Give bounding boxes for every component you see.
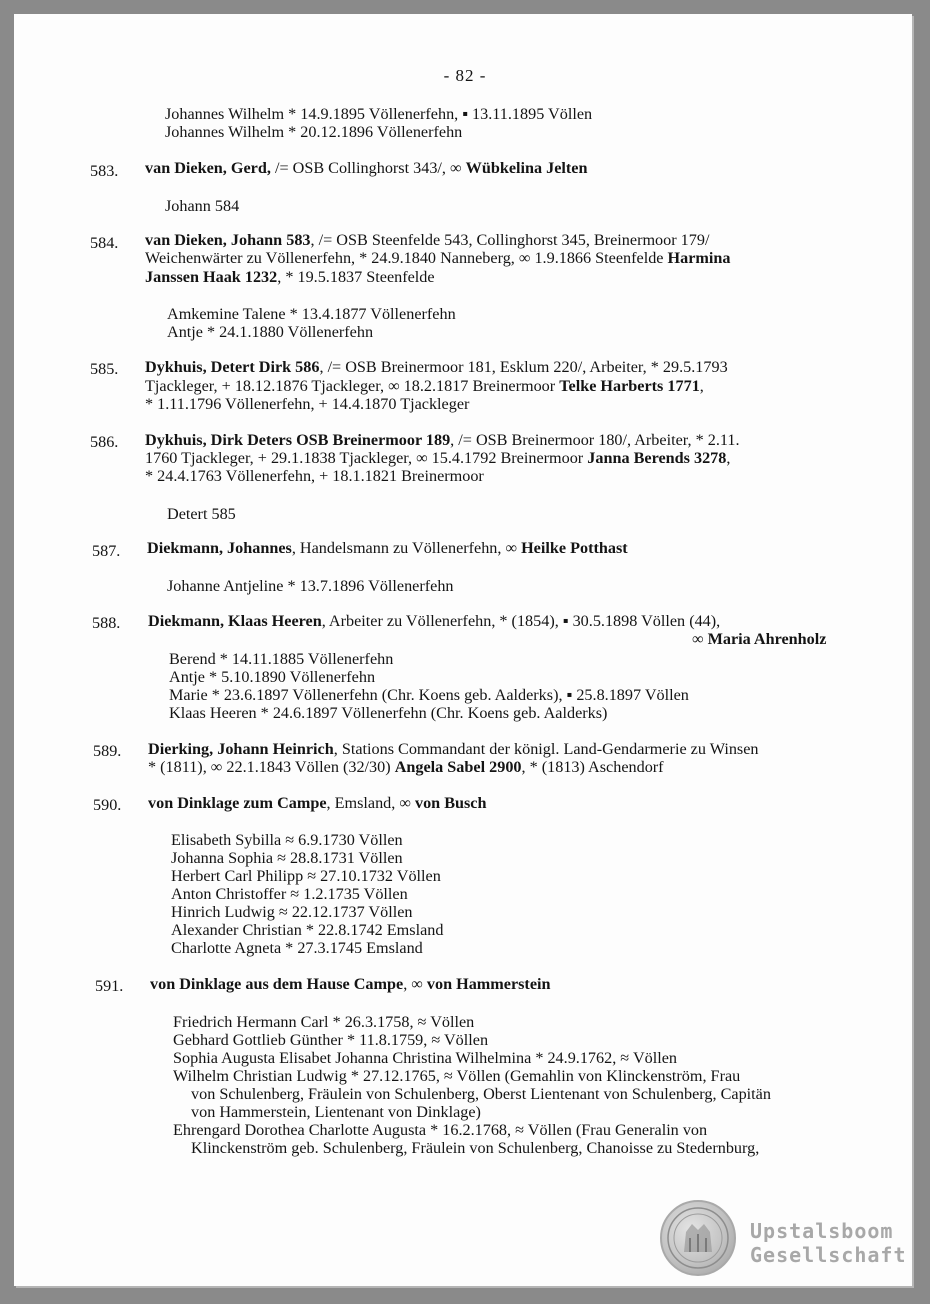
entry-heading [150,975,551,993]
entry-heading [145,159,588,177]
spouse-name: Wübkelina Jelten [465,159,588,177]
child-line: Marie * 23.6.1897 Völlenerfehn (Chr. Koens geb. Aalderks), ▪ 25.8.1897 Völlen [169,686,689,704]
entry-text-line: * (1811), ∞ 22.1.1843 Völlen (32/30) Angela Sabel 2900, * (1813) Aschendorf [148,758,664,776]
child-line: Klaas Heeren * 24.6.1897 Völlenerfehn (Chr. Koens geb. Aalderks) [169,704,608,722]
entry-name: van Dieken, Gerd, [145,159,271,177]
entry-text-line [145,249,730,267]
page-number: - 82 - [443,66,487,85]
entry-text: 1760 Tjackleger, + 29.1.1838 Tjackleger, ∞ 15.4.1792 Breinermoor [145,449,588,467]
child-line: Johanne Antjeline * 13.7.1896 Völlenerfehn [167,577,454,595]
child-line: Alexander Christian * 22.8.1742 Emsland [171,921,444,939]
entry-number: 587. [92,542,121,560]
child-line: Anton Christoffer ≈ 1.2.1735 Völlen [171,885,408,903]
spouse-name: Heilke Potthast [521,539,628,557]
entry-text: , /= OSB Breinermoor 180/, Arbeiter, * 2.11. [450,431,740,449]
entry-text: /= OSB Collinghorst 343/, ∞ [270,159,466,177]
entry-text-line: * 1.11.1796 Völlenerfehn, + 14.4.1870 Tjackleger [145,395,470,413]
entry-name: van Dieken, Johann 583 [145,231,311,249]
entry-text: , Stations Commandant der königl. Land-Gendarmerie zu Winsen [333,740,759,758]
entry-number: 589. [93,742,122,760]
child-line: Sophia Augusta Elisabet Johanna Christina Wilhelmina * 24.9.1762, ≈ Völlen [173,1049,678,1067]
child-line: Klinckenström geb. Schulenberg, Fräulein von Schulenberg, Chanoisse zu Stedernburg, [191,1139,760,1157]
entry-heading [148,612,720,630]
entry-heading [145,231,709,249]
entry-number: 585. [90,360,119,378]
entry-number: 583. [90,162,119,180]
entry-text: , ∞ [403,975,427,993]
child-line: Hinrich Ludwig ≈ 22.12.1737 Völlen [171,903,413,921]
spouse-name: Angela Sabel 2900 [394,758,522,776]
entry-text: , Emsland, ∞ [326,794,415,812]
entry-name: Dykhuis, Dirk Deters OSB Breinermoor 189 [145,431,451,449]
society-seal-icon [660,1200,736,1276]
child-line: von Schulenberg, Fräulein von Schulenberg, Oberst Lientenant von Schulenberg, Capitän [191,1085,771,1103]
brand-line-1: Upstalsboom [750,1219,894,1243]
entry-text: , Arbeiter zu Völlenerfehn, * (1854), ▪ 30.5.1898 Völlen (44), [321,612,721,630]
child-line: Johannes Wilhelm * 20.12.1896 Völlenerfehn [165,123,463,141]
spouse-name: Telke Harberts 1771 [559,377,700,395]
entry-text: , * 19.5.1837 Steenfelde [277,268,435,286]
entry-name: Diekmann, Klaas Heeren [148,612,322,630]
entry-number: 584. [90,234,119,252]
entry-text-line: * 24.4.1763 Völlenerfehn, + 18.1.1821 Breinermoor [145,467,484,485]
entry-text-line: 1760 Tjackleger, + 29.1.1838 Tjackleger, ∞ 15.4.1792 Breinermoor Janna Berends 3278, [145,449,731,467]
entry-number: 591. [95,977,124,995]
spouse-name: von Busch [414,794,487,812]
child-line: Johann 584 [165,197,240,215]
entry-text: Tjackleger, + 18.12.1876 Tjackleger, ∞ 18.2.1817 Breinermoor [145,377,560,395]
entry-number: 586. [90,433,119,451]
entry-name: Dykhuis, Detert Dirk 586 [145,358,320,376]
entry-name: von Dinklage zum Campe [148,794,327,812]
child-line: Johannes Wilhelm * 14.9.1895 Völlenerfehn, ▪ 13.11.1895 Völlen [165,105,593,123]
entry-name: Dierking, Johann Heinrich [148,740,334,758]
child-line: Antje * 5.10.1890 Völlenerfehn [169,668,376,686]
entry-heading [148,794,487,812]
child-line: Amkemine Talene * 13.4.1877 Völlenerfehn [167,305,456,323]
entry-heading [145,358,728,376]
spouse-name: Janssen Haak 1232 [145,268,278,286]
child-line: Berend * 14.11.1885 Völlenerfehn [169,650,394,668]
child-line: Charlotte Agneta * 27.3.1745 Emsland [171,939,423,957]
brand-line-2: Gesellschaft [750,1243,907,1267]
child-line: Friedrich Hermann Carl * 26.3.1758, ≈ Völlen [173,1013,475,1031]
child-line: Herbert Carl Philipp ≈ 27.10.1732 Völlen [171,867,441,885]
entry-text-line: Tjackleger, + 18.12.1876 Tjackleger, ∞ 18.2.1817 Breinermoor Telke Harberts 1771, [145,377,704,395]
entry-heading [145,431,740,449]
entry-name: von Dinklage aus dem Hause Campe [150,975,404,993]
spouse-name: Janna Berends 3278 [587,449,727,467]
spouse-name: Maria Ahrenholz [707,630,827,648]
entry-text-line [145,268,435,286]
child-line: von Hammerstein, Lientenant von Dinklage) [191,1103,481,1121]
entry-text: , /= OSB Steenfelde 543, Collinghorst 345, Breinermoor 179/ [310,231,710,249]
entry-number: 588. [92,614,121,632]
child-line: Gebhard Gottlieb Günther * 11.8.1759, ≈ Völlen [173,1031,489,1049]
child-line: Antje * 24.1.1880 Völlenerfehn [167,323,374,341]
entry-name: Diekmann, Johannes [147,539,292,557]
entry-heading [148,740,759,758]
spouse-name: Harmina [667,249,731,267]
child-line: Johanna Sophia ≈ 28.8.1731 Völlen [171,849,403,867]
child-line: Ehrengard Dorothea Charlotte Augusta * 16.2.1768, ≈ Völlen (Frau Generalin von [173,1121,708,1139]
entry-number: 590. [93,796,122,814]
child-line: Elisabeth Sybilla ≈ 6.9.1730 Völlen [171,831,403,849]
entry-text: * (1811), ∞ 22.1.1843 Völlen (32/30) [148,758,395,776]
entry-text-line: ∞ Maria Ahrenholz [692,630,827,648]
entry-text: Weichenwärter zu Völlenerfehn, * 24.9.1840 Nanneberg, ∞ 1.9.1866 Steenfelde [145,249,668,267]
child-line: Detert 585 [167,505,236,523]
child-line: Wilhelm Christian Ludwig * 27.12.1765, ≈ Völlen (Gemahlin von Klinckenström, Frau [173,1067,741,1085]
spouse-name: von Hammerstein [426,975,551,993]
entry-heading [147,539,628,557]
entry-text: , Handelsmann zu Völlenerfehn, ∞ [291,539,522,557]
entry-text: , /= OSB Breinermoor 181, Esklum 220/, Arbeiter, * 29.5.1793 [319,358,728,376]
